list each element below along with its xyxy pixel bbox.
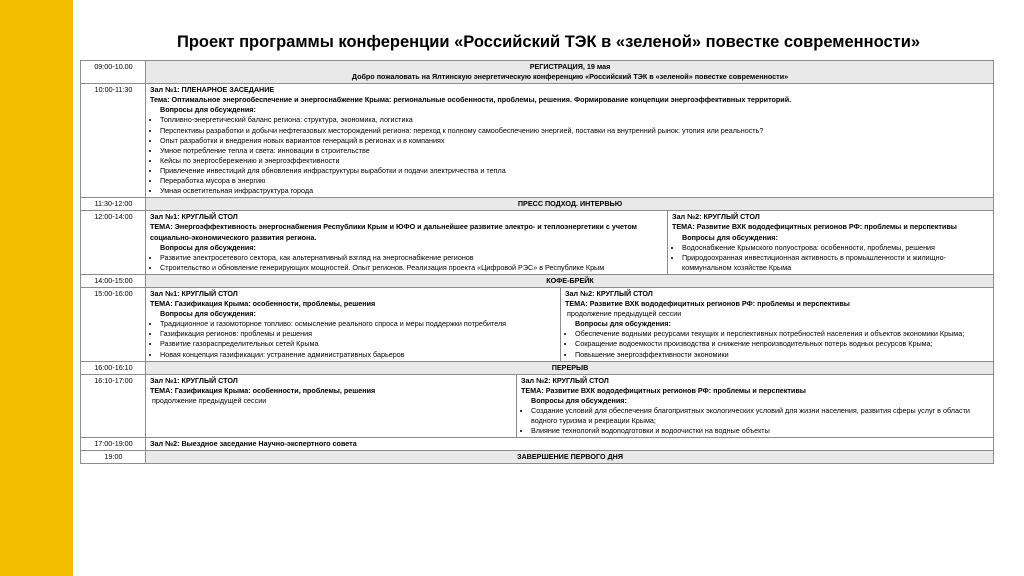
- hall-label: Зал №2: КРУГЛЫЙ СТОЛ: [672, 212, 760, 222]
- accent-bar: [0, 0, 73, 576]
- session-theme: ТЕМА: Газификация Крыма: особенности, проблемы, решения: [150, 385, 376, 395]
- list-item: • Влияние технологий водоподготовки и водоочистки на водные объекты: [531, 426, 990, 436]
- hall-2-column: [560, 288, 993, 361]
- page-title: Проект программы конференции «Российский ТЭК в «зеленой» повестке современности»: [176, 33, 921, 51]
- hall-split: [146, 375, 993, 438]
- topic-list: [565, 329, 990, 359]
- hall-1-column: [146, 211, 667, 274]
- session-title: КОФЕ-БРЕЙК: [146, 274, 994, 287]
- session-theme: ТЕМА: Энергоэффективность энергоснабжения Республики Крым и ЮФО и дальнейшее развитие электро- и теплоэнергетики с учетом социально-экономического развития региона.: [150, 222, 637, 242]
- list-item: • Развитие электросетевого сектора, как альтернативный взгляд на энергоснабжение регионов: [160, 253, 664, 263]
- list-item: • Умная осветительная инфраструктура города: [160, 186, 990, 196]
- list-item: • Умное потребление тепла и света: инновации в строительстве: [160, 146, 990, 156]
- hall-1-column: [146, 375, 516, 438]
- time-cell: 10:00-11:30: [81, 84, 146, 198]
- session-theme: ТЕМА: Газификация Крыма: особенности, проблемы, решения: [150, 299, 376, 309]
- questions-heading: Вопросы для обсуждения:: [682, 232, 778, 242]
- topic-list: [150, 253, 664, 273]
- topic-list: [150, 319, 557, 359]
- list-item: • Традиционное и газомоторное топливо: осмысление реального спроса и меры поддержки потребителя: [160, 319, 557, 329]
- schedule-row: [81, 61, 994, 84]
- session-theme: ТЕМА: Развитие ВХК вододефицитных регионов РФ: проблемы и перспективы: [672, 222, 957, 232]
- list-item: • Кейсы по энергосбережению и энергоэффективности: [160, 156, 990, 166]
- session-cell: [146, 84, 994, 198]
- session-theme: Тема: Оптимальное энергообеспечение и энергоснабжение Крыма: региональные особенности, проблемы, решения. Формирование концепции энергоэффективных территорий.: [150, 95, 792, 105]
- list-item: • Развитие газораспределительных сетей Крыма: [160, 339, 557, 349]
- hall-label: Зал №2: КРУГЛЫЙ СТОЛ: [521, 375, 609, 385]
- hall-split: [146, 211, 993, 274]
- list-item: • Природоохранная инвестиционная активность в промышленности и жилищно-коммунальном хозяйстве Крыма: [682, 253, 990, 273]
- topic-list: [150, 115, 990, 196]
- schedule-row: [81, 361, 994, 374]
- questions-heading: Вопросы для обсуждения:: [531, 395, 627, 405]
- schedule-row: [81, 287, 994, 361]
- time-cell: 12:00-14:00: [81, 211, 146, 275]
- list-item: • Газификация регионов: проблемы и решения: [160, 329, 557, 339]
- session-title: Зал №2: Выездное заседание Научно-экспертного совета: [146, 438, 994, 451]
- topic-list: [672, 243, 990, 273]
- list-item: • Переработка мусора в энергию: [160, 176, 990, 186]
- questions-heading: Вопросы для обсуждения:: [160, 105, 256, 115]
- list-item: • Опыт разработки и внедрения новых вариантов генераций в регионах и в компаниях: [160, 136, 990, 146]
- list-item: • Повышение энергоэффективности экономики: [575, 350, 990, 360]
- questions-heading: Вопросы для обсуждения:: [575, 319, 671, 329]
- hall-label: Зал №2: КРУГЛЫЙ СТОЛ: [565, 288, 653, 298]
- hall-label: Зал №1: КРУГЛЫЙ СТОЛ: [150, 288, 238, 298]
- list-item: • Перспективы разработки и добычи нефтегазовых месторождений региона: переход к полному самообеспечению энергией, поставки на внутренний рынок: утопия или реальность?: [160, 126, 990, 136]
- schedule-table: [80, 60, 994, 464]
- hall-label: Зал №1: ПЛЕНАРНОЕ ЗАСЕДАНИЕ: [150, 85, 275, 95]
- session-theme: ТЕМА: Развитие ВХК вододефицитных регионов РФ: проблемы и перспективы: [565, 299, 850, 309]
- schedule-row: [81, 274, 994, 287]
- schedule-row: [81, 211, 994, 275]
- session-theme: ТЕМА: Развитие ВХК вододефицитных регионов РФ: проблемы и перспективы: [521, 385, 806, 395]
- time-cell: 14:00-15:00: [81, 274, 146, 287]
- hall-1-column: [146, 288, 560, 361]
- list-item: • Топливно-энергетический баланс региона: структура, экономика, логистика: [160, 115, 990, 125]
- continuation-note: продолжение предыдущей сессии: [152, 395, 267, 405]
- list-item: • Водоснабжение Крымского полуострова: особенности, проблемы, решения: [682, 243, 990, 253]
- session-title: РЕГИСТРАЦИЯ, 19 мая: [529, 62, 611, 71]
- schedule-row: [81, 374, 994, 438]
- questions-heading: Вопросы для обсуждения:: [160, 309, 256, 319]
- time-cell: 16:00-16:10: [81, 361, 146, 374]
- session-title: ПЕРЕРЫВ: [146, 361, 994, 374]
- hall-2-column: [667, 211, 993, 274]
- list-item: • Создание условий для обеспечения благоприятных экологических условий для жизни населения, развития сферы услуг в области водного туризма и рекреации Крыма;: [531, 406, 990, 426]
- hall-label: Зал №1: КРУГЛЫЙ СТОЛ: [150, 375, 238, 385]
- list-item: • Привлечение инвестиций для обновления инфраструктуры выработки и подачи электричества и тепла: [160, 166, 990, 176]
- time-cell: 15:00-16:00: [81, 287, 146, 361]
- session-cell: [146, 61, 994, 84]
- hall-split: [146, 288, 993, 361]
- list-item: • Новая концепция газификации: устранение административных барьеров: [160, 350, 557, 360]
- schedule-row: [81, 438, 994, 451]
- session-subtitle: Добро пожаловать на Ялтинскую энергетическую конференцию «Российский ТЭК в «зеленой» повестке современности»: [351, 72, 789, 82]
- list-item: • Обеспечение водными ресурсами текущих и перспективных потребностей населения и объектов экономики Крыма;: [575, 329, 990, 339]
- session-title: ПРЕСС ПОДХОД. ИНТЕРВЬЮ: [146, 198, 994, 211]
- questions-heading: Вопросы для обсуждения:: [160, 242, 256, 252]
- continuation-note: продолжение предыдущей сессии: [567, 309, 682, 319]
- session-cell: [146, 287, 994, 361]
- session-cell: [146, 211, 994, 275]
- schedule-row: [81, 84, 994, 198]
- time-cell: 09:00-10.00: [81, 61, 146, 84]
- time-cell: 17:00-19:00: [81, 438, 146, 451]
- schedule-row: [81, 451, 994, 464]
- session-title: ЗАВЕРШЕНИЕ ПЕРВОГО ДНЯ: [146, 451, 994, 464]
- hall-label: Зал №1: КРУГЛЫЙ СТОЛ: [150, 212, 238, 222]
- list-item: • Сокращение водоемкости производства и снижение непроизводительных потерь водных ресурсов Крыма;: [575, 339, 990, 349]
- topic-list: [521, 406, 990, 436]
- list-item: • Строительство и обновление генерирующих мощностей. Опыт регионов. Реализация проекта «Цифровой РЭС» в Республике Крым: [160, 263, 664, 273]
- time-cell: 19:00: [81, 451, 146, 464]
- time-cell: 11:30-12:00: [81, 198, 146, 211]
- time-cell: 16:10-17:00: [81, 374, 146, 438]
- session-cell: [146, 374, 994, 438]
- schedule-row: [81, 198, 994, 211]
- hall-2-column: [516, 375, 993, 438]
